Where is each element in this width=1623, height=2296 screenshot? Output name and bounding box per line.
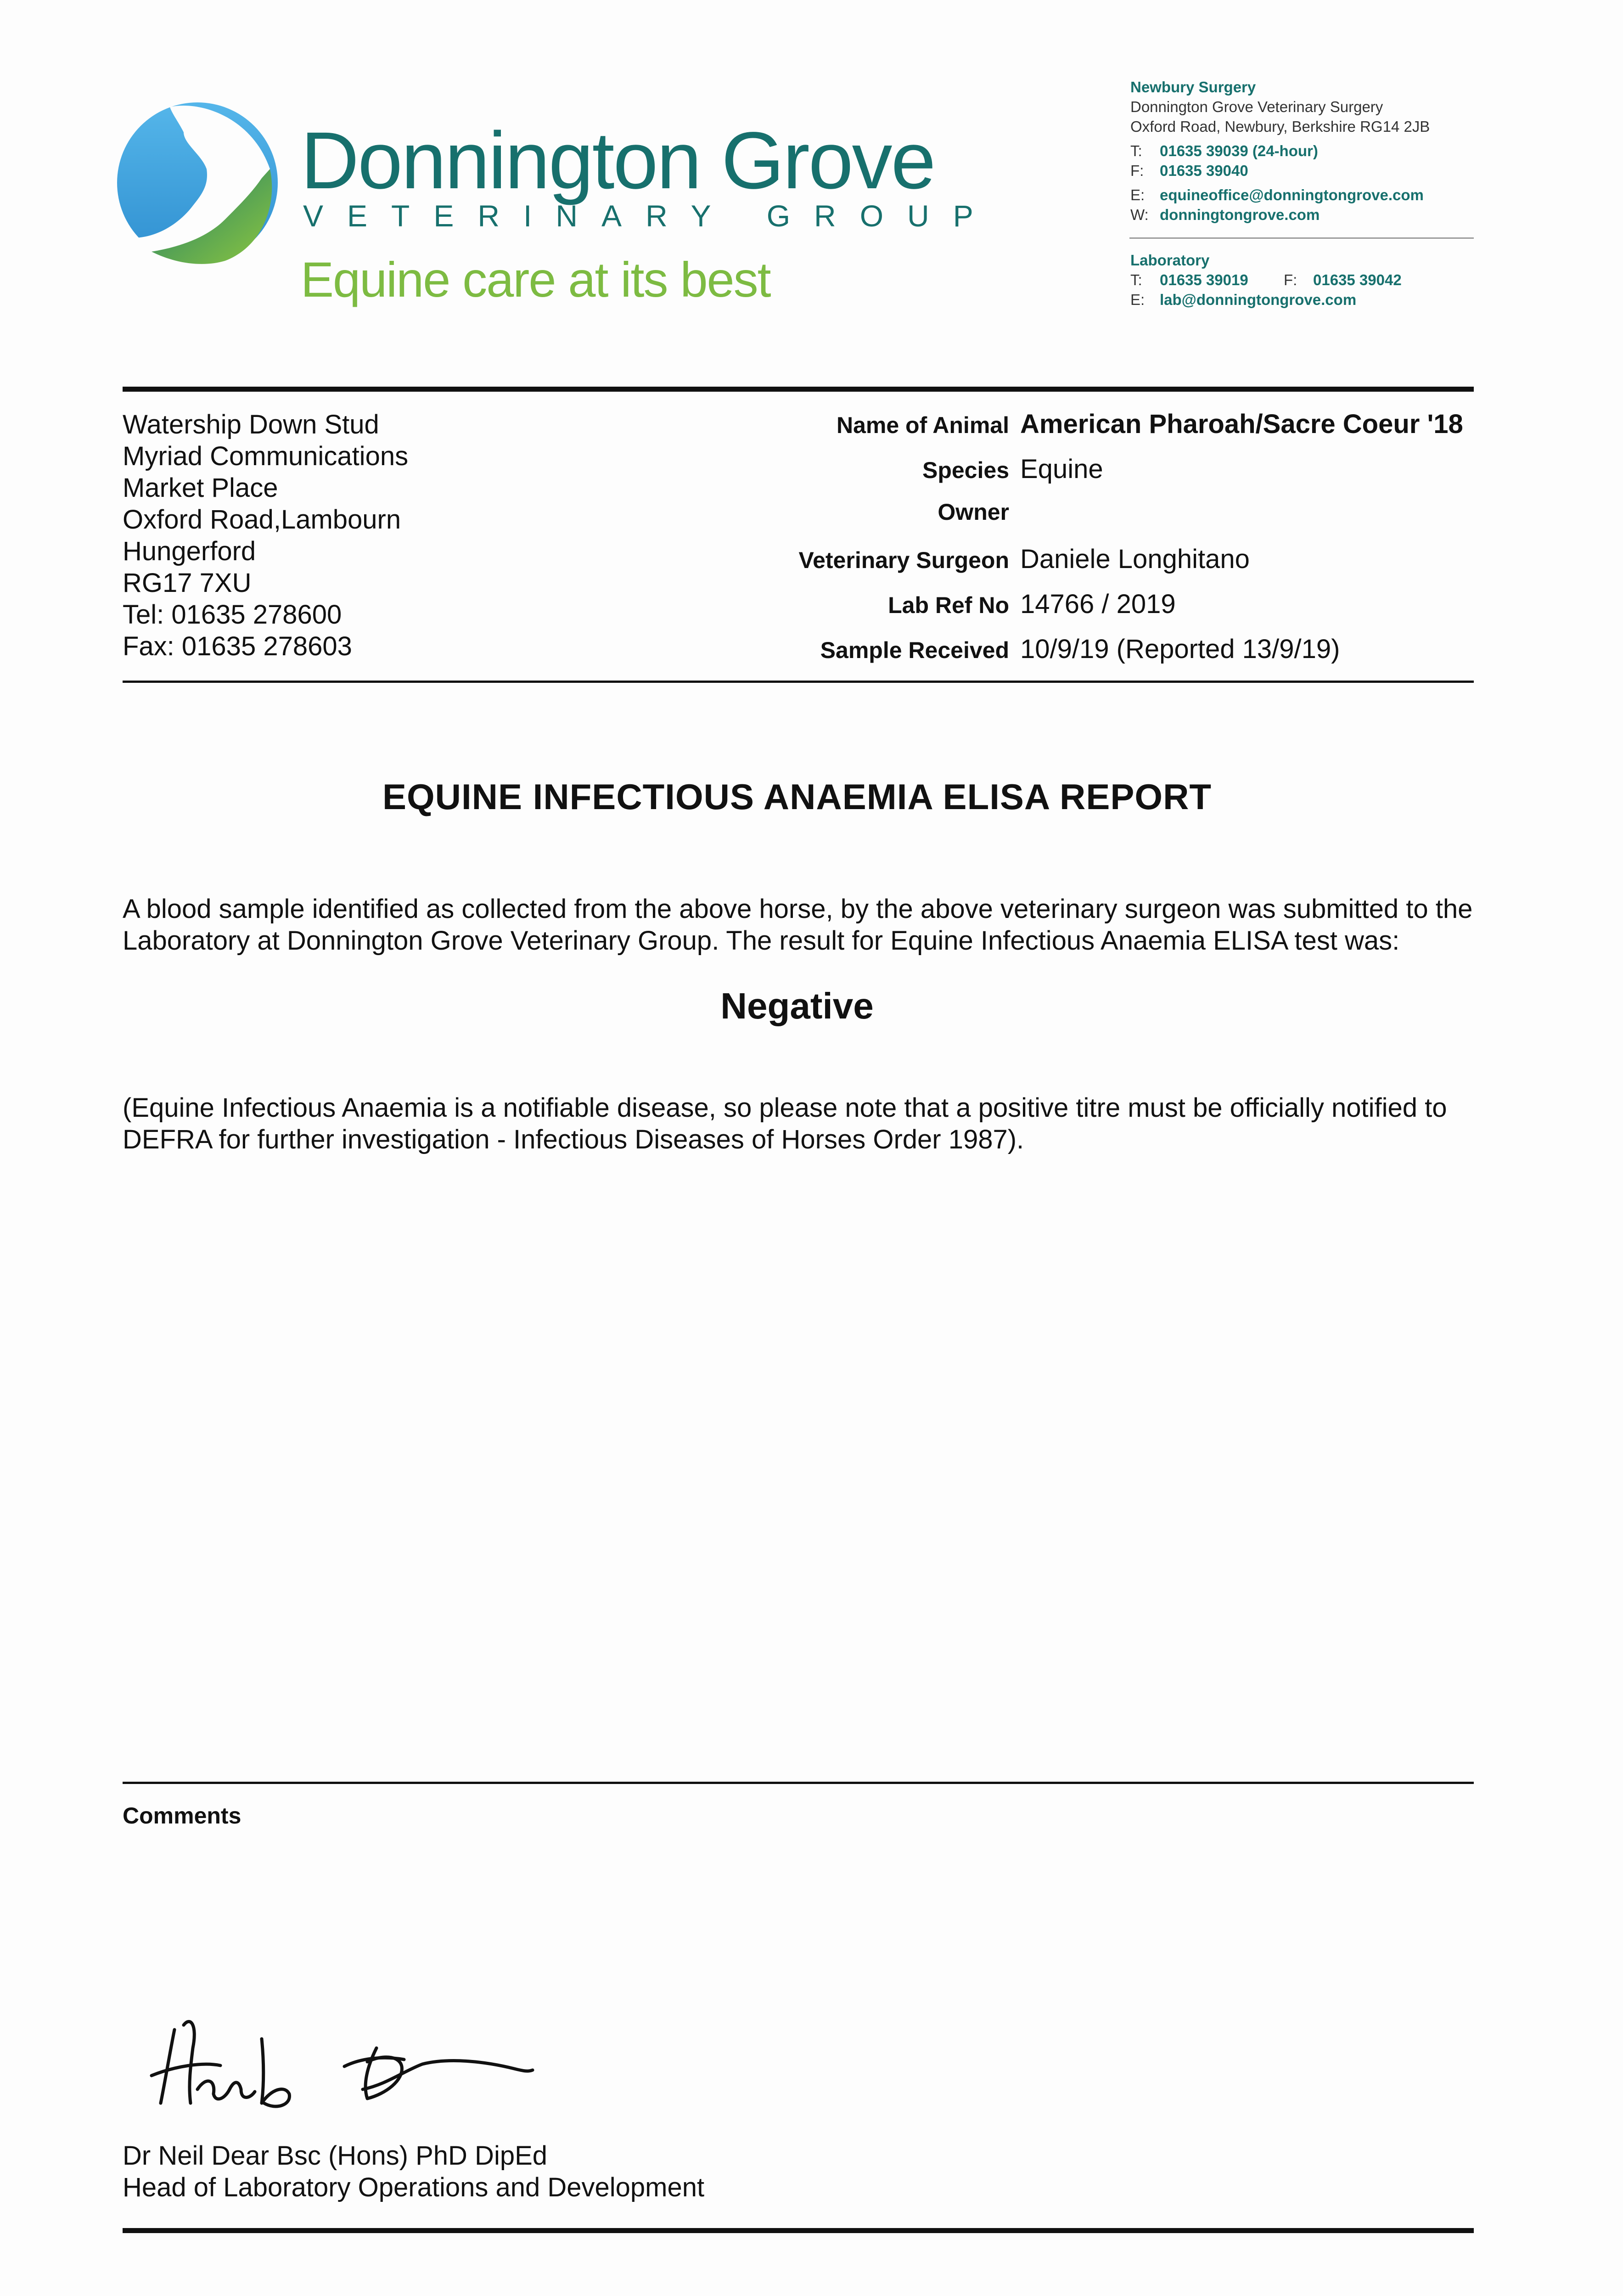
phone-label: T:	[1130, 271, 1142, 288]
detail-label: Owner	[938, 499, 1009, 525]
laboratory-contact-block	[1130, 250, 1402, 310]
surgery-email-row	[1130, 185, 1430, 205]
surgery-heading: Newbury Surgery	[1130, 79, 1256, 96]
detail-label: Lab Ref No	[888, 592, 1009, 618]
sample-received-value: 10/9/19 (Reported 13/9/19)	[1020, 634, 1340, 664]
test-result: Negative	[720, 985, 874, 1026]
phone-label: T:	[1130, 142, 1142, 159]
surgery-email: equineoffice@donningtongrove.com	[1160, 186, 1424, 203]
animal-details	[606, 409, 1478, 679]
signatory-name: Dr Neil Dear Bsc (Hons) PhD DipEd	[123, 2141, 548, 2171]
comments-label: Comments	[123, 1803, 241, 1829]
detail-label: Veterinary Surgeon	[798, 547, 1009, 573]
laboratory-email: lab@donningtongrove.com	[1160, 291, 1357, 308]
report-intro: A blood sample identified as collected from the above horse, by the above veterinary surgeon was submitted to the Laboratory at Donnington Grove Veterinary Group. The result for Equine Infectious Anaemia ELISA test was:	[123, 894, 1473, 956]
brand-tagline: Equine care at its best	[301, 252, 770, 307]
fax-label: F:	[1284, 271, 1297, 288]
report-title: EQUINE INFECTIOUS ANAEMIA ELISA REPORT	[382, 777, 1212, 817]
address-line: Market Place	[123, 473, 278, 503]
laboratory-email-row	[1130, 290, 1402, 310]
detail-row-animal-name	[606, 409, 1478, 454]
laboratory-phone: 01635 39019	[1160, 271, 1248, 288]
address-line: RG17 7XU	[123, 568, 252, 598]
detail-label: Species	[922, 457, 1009, 483]
surgery-address-line: Donnington Grove Veterinary Surgery	[1130, 98, 1383, 115]
fax-label: F:	[1130, 162, 1144, 179]
lab-ref-value: 14766 / 2019	[1020, 589, 1176, 619]
notifiable-disease-note: (Equine Infectious Anaemia is a notifiable disease, so please note that a positive titre must be officially notified to DEFRA for further investigation - Infectious Diseases of Horses Order 1987).	[123, 1093, 1447, 1154]
details-rule	[123, 681, 1474, 683]
address-line: Hungerford	[123, 536, 256, 566]
contact-divider	[1129, 237, 1474, 239]
surgery-website: donningtongrove.com	[1160, 206, 1320, 223]
brand-subtitle: VETERINARY GROUP	[303, 199, 997, 233]
species-value: Equine	[1020, 454, 1103, 484]
address-line: Myriad Communications	[123, 441, 409, 471]
surgery-address-line: Oxford Road, Newbury, Berkshire RG14 2JB	[1130, 118, 1430, 135]
email-label: E:	[1130, 186, 1145, 203]
address-line: Watership Down Stud	[123, 410, 379, 439]
signatory-title: Head of Laboratory Operations and Development	[123, 2172, 705, 2202]
horse-head-logo-icon	[115, 100, 280, 265]
surgery-fax: 01635 39040	[1160, 162, 1248, 179]
laboratory-fax: 01635 39042	[1313, 271, 1402, 288]
detail-row-sample-received	[606, 634, 1478, 679]
laboratory-heading: Laboratory	[1130, 252, 1210, 269]
laboratory-phone-row	[1130, 270, 1402, 290]
detail-label: Sample Received	[820, 637, 1009, 663]
email-label: E:	[1130, 291, 1145, 308]
detail-row-lab-ref	[606, 589, 1478, 634]
detail-row-vet-surgeon	[606, 544, 1478, 589]
surgery-phone: 01635 39039 (24-hour)	[1160, 142, 1318, 159]
detail-row-species	[606, 454, 1478, 499]
header-rule	[123, 387, 1474, 392]
surgery-fax-row	[1130, 161, 1430, 180]
web-label: W:	[1130, 206, 1149, 223]
address-line: Tel: 01635 278600	[123, 600, 342, 630]
surgery-phone-row	[1130, 141, 1430, 161]
detail-row-owner	[606, 499, 1478, 544]
address-line: Oxford Road,Lambourn	[123, 505, 401, 535]
animal-name-value: American Pharoah/Sacre Coeur '18	[1020, 409, 1463, 439]
client-address	[123, 409, 408, 662]
address-line: Fax: 01635 278603	[123, 631, 352, 661]
brand-name: Donnington Grove	[301, 116, 935, 206]
surgery-web-row	[1130, 205, 1430, 225]
handwritten-signature	[147, 2011, 542, 2122]
detail-label: Name of Animal	[836, 412, 1009, 438]
comments-rule	[123, 1782, 1474, 1784]
surgery-contact-block	[1130, 77, 1430, 225]
footer-rule	[123, 2228, 1474, 2233]
vet-surgeon-value: Daniele Longhitano	[1020, 544, 1250, 574]
signatory-block	[123, 2140, 704, 2203]
